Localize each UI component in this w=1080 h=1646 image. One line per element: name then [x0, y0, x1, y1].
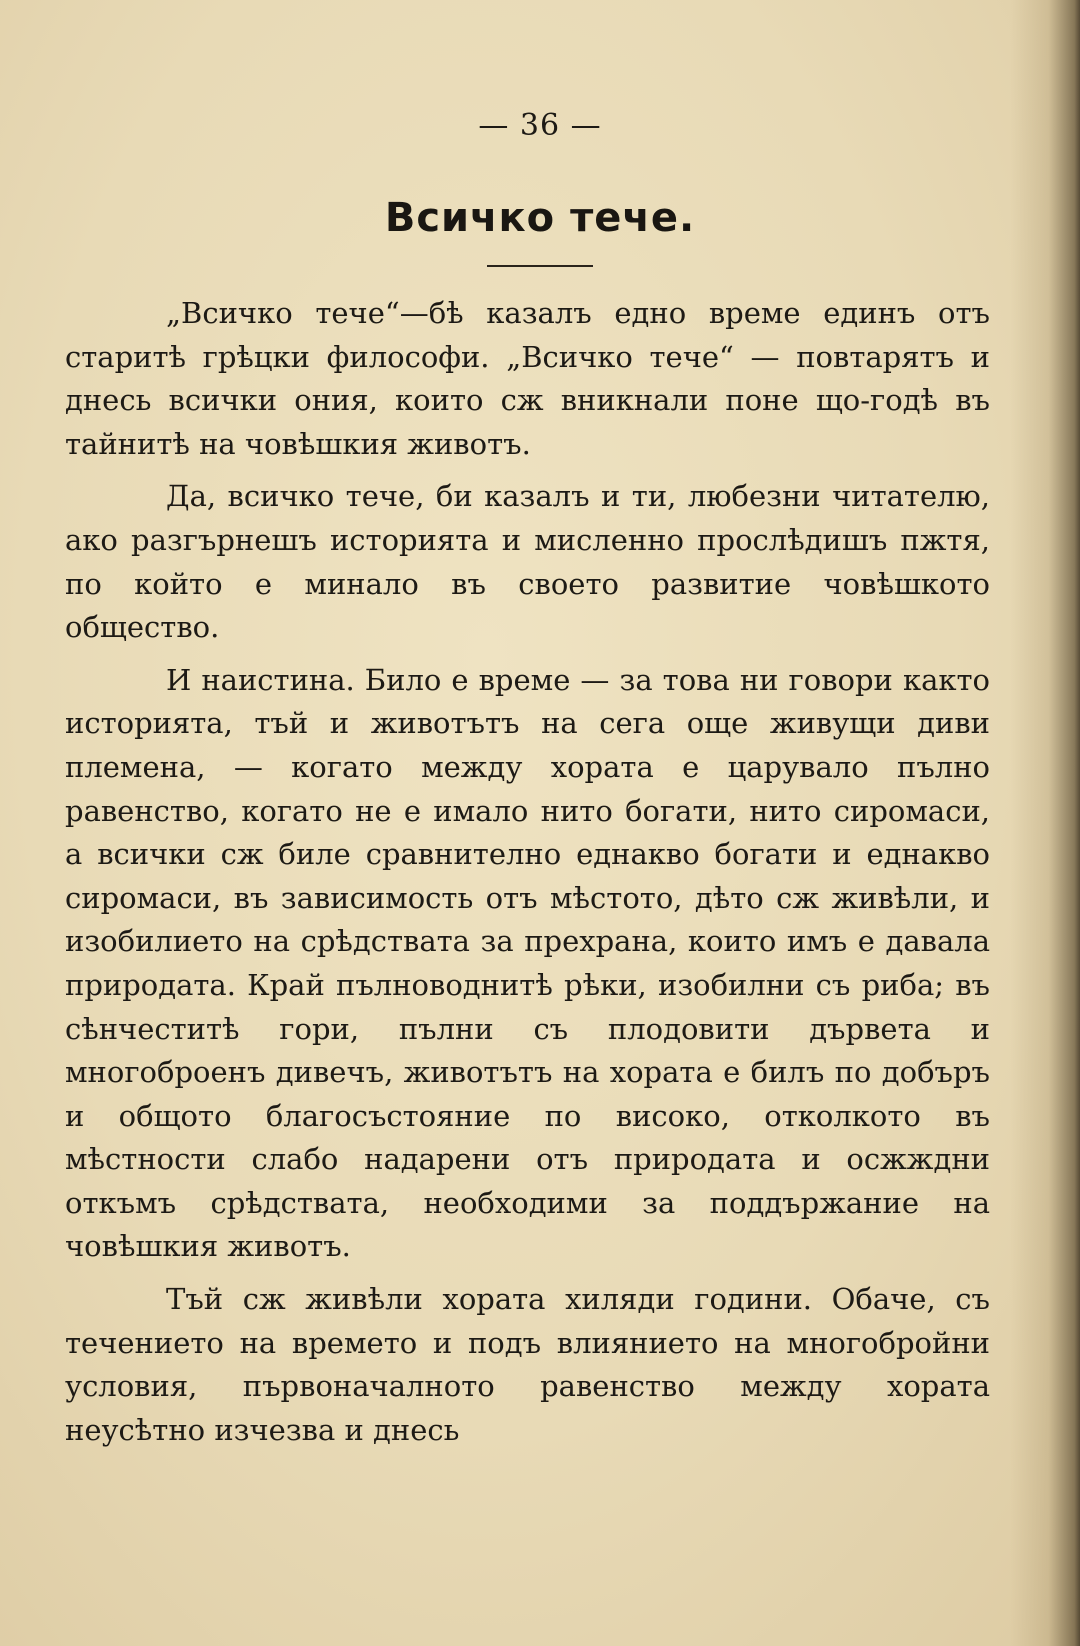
- chapter-title: Всичко тече.: [384, 195, 696, 241]
- spine-shadow: [1010, 0, 1080, 1646]
- page-number: — 36 —: [478, 108, 602, 143]
- paragraph: Тъй сж живѣли хората хиляди години. Обаче, съ течението на времето и подъ влиянието на многобройни условия, първоначалното равенство между хората неусѣтно изчезва и днесь: [65, 1282, 990, 1447]
- title-divider: [487, 265, 593, 267]
- paragraph: „Всичко тече“—бѣ казалъ едно време единъ отъ старитѣ грѣцки философи. „Всичко тече“ — повтарятъ и днесь всички ония, които сж вникнали поне що-годѣ въ тайнитѣ на човѣшкия животъ.: [65, 296, 990, 461]
- paragraph: И наистина. Било е време — за това ни говори както историята, тъй и животътъ на сега още живущи диви племена, — когато между хората е царувало пълно равенство, когато не е имало нито богати, нито сиромаси, а всички сж биле сравнително еднакво богати и еднакво сиромаси, въ зависимость отъ мѣстото, дѣто сж живѣли, и изобилието на срѣдствата за прехрана, които имъ е давала природата. Край пълноводнитѣ рѣки, изобилни съ риба; въ сѣнчеститѣ гори, пълни съ плодовити дървета и многоброенъ дивечъ, животътъ на хората е билъ по добъръ и общото благосъстояние по високо, отколкото въ мѣстности слабо надарени отъ природата и осжждни откъмъ срѣдствата, необходими за поддържание на човѣшкия животъ.: [65, 662, 990, 1264]
- body-text: [65, 292, 990, 1452]
- paragraph: Да, всичко тече, би казалъ и ти, любезни читателю, ако разгърнешъ историята и мисленно прослѣдишъ пжтя, по който е минало въ своето развитие човѣшкото общество.: [65, 479, 990, 645]
